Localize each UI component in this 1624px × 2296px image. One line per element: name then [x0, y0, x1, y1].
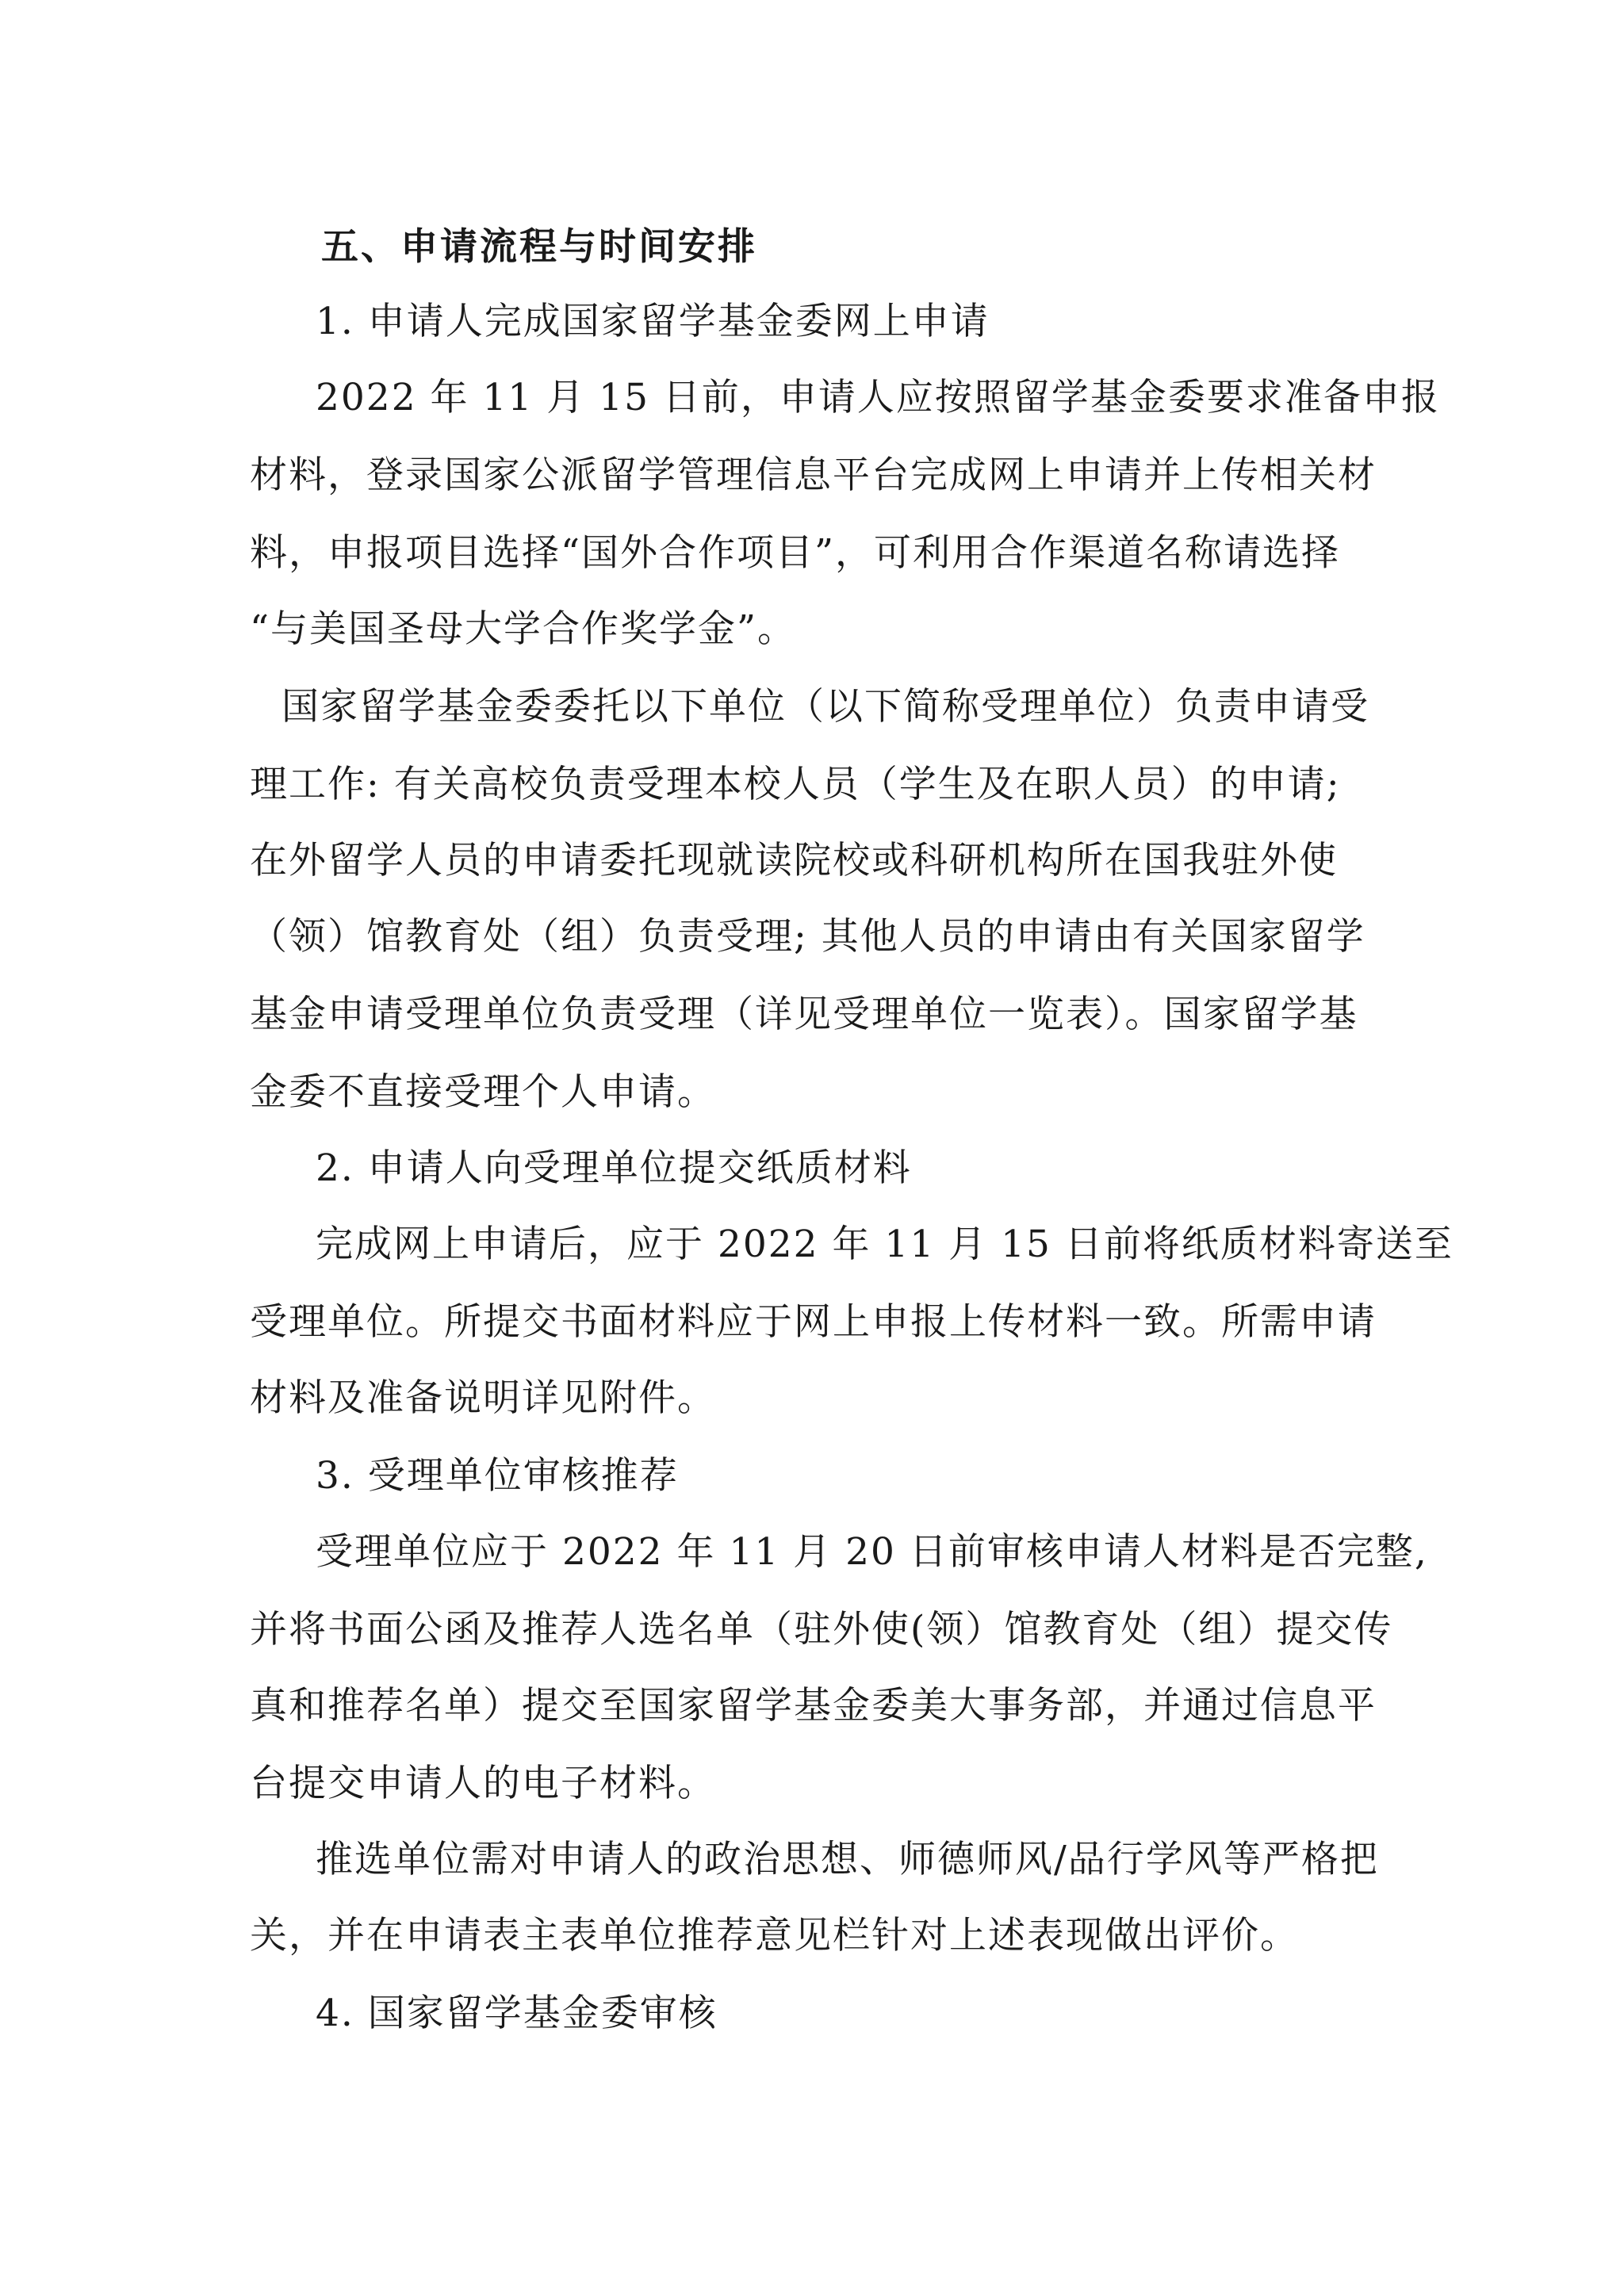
step1-para1-line3: 料，申报项目选择“国外合作项目”，可利用合作渠道名称请选择 [250, 531, 1341, 575]
step3-para1-line3: 真和推荐名单）提交至国家留学基金委美大事务部，并通过信息平 [250, 1684, 1377, 1728]
step1-para1-line2: 材料，登录国家公派留学管理信息平台完成网上申请并上传相关材 [250, 453, 1377, 497]
step3-para2-line1: 推选单位需对申请人的政治思想、师德师风/品行学风等严格把 [316, 1838, 1379, 1881]
step3-para1-line4: 台提交申请人的电子材料。 [250, 1762, 716, 1805]
step3-title: 3. 受理单位审核推荐 [316, 1454, 679, 1498]
step2-title: 2. 申请人向受理单位提交纸质材料 [316, 1146, 912, 1190]
step2-para-line1: 完成网上申请后，应于 2022 年 11 月 15 日前将纸质材料寄送至 [316, 1223, 1454, 1266]
step3-para1-line2: 并将书面公函及推荐人选名单（驻外使(领）馆教育处（组）提交传 [250, 1608, 1393, 1651]
step1-para1-line4: “与美国圣母大学合作奖学金”。 [250, 607, 797, 651]
step4-title: 4. 国家留学基金委审核 [316, 1992, 718, 2035]
step1-para2-line3: 在外留学人员的申请委托现就读院校或科研机构所在国我驻外使 [250, 839, 1338, 882]
section-heading: 五、申请流程与时间安排 [321, 225, 757, 269]
step3-para1-line1: 受理单位应于 2022 年 11 月 20 日前审核申请人材料是否完整, [316, 1530, 1428, 1574]
step2-para-line2: 受理单位。所提交书面材料应于网上申报上传材料一致。所需申请 [250, 1300, 1377, 1344]
step1-para2-line2: 理工作: 有关高校负责受理本校人员（学生及在职人员）的申请; [250, 763, 1341, 806]
step1-title: 1. 申请人完成国家留学基金委网上申请 [316, 300, 990, 343]
step1-para2-line5: 基金申请受理单位负责受理（详见受理单位一览表）。国家留学基 [250, 993, 1358, 1036]
step1-para2-line6: 金委不直接受理个人申请。 [250, 1070, 716, 1114]
step3-para2-line2: 关，并在申请表主表单位推荐意见栏针对上述表现做出评价。 [250, 1914, 1299, 1957]
step1-para2-line1: 国家留学基金委委托以下单位（以下简称受理单位）负责申请受 [282, 685, 1369, 729]
step1-para1-line1: 2022 年 11 月 15 日前，申请人应按照留学基金委要求准备申报 [316, 376, 1440, 419]
step1-para2-line4: （领）馆教育处（组）负责受理; 其他人员的申请由有关国家留学 [250, 915, 1365, 959]
step2-para-line3: 材料及准备说明详见附件。 [250, 1376, 716, 1420]
